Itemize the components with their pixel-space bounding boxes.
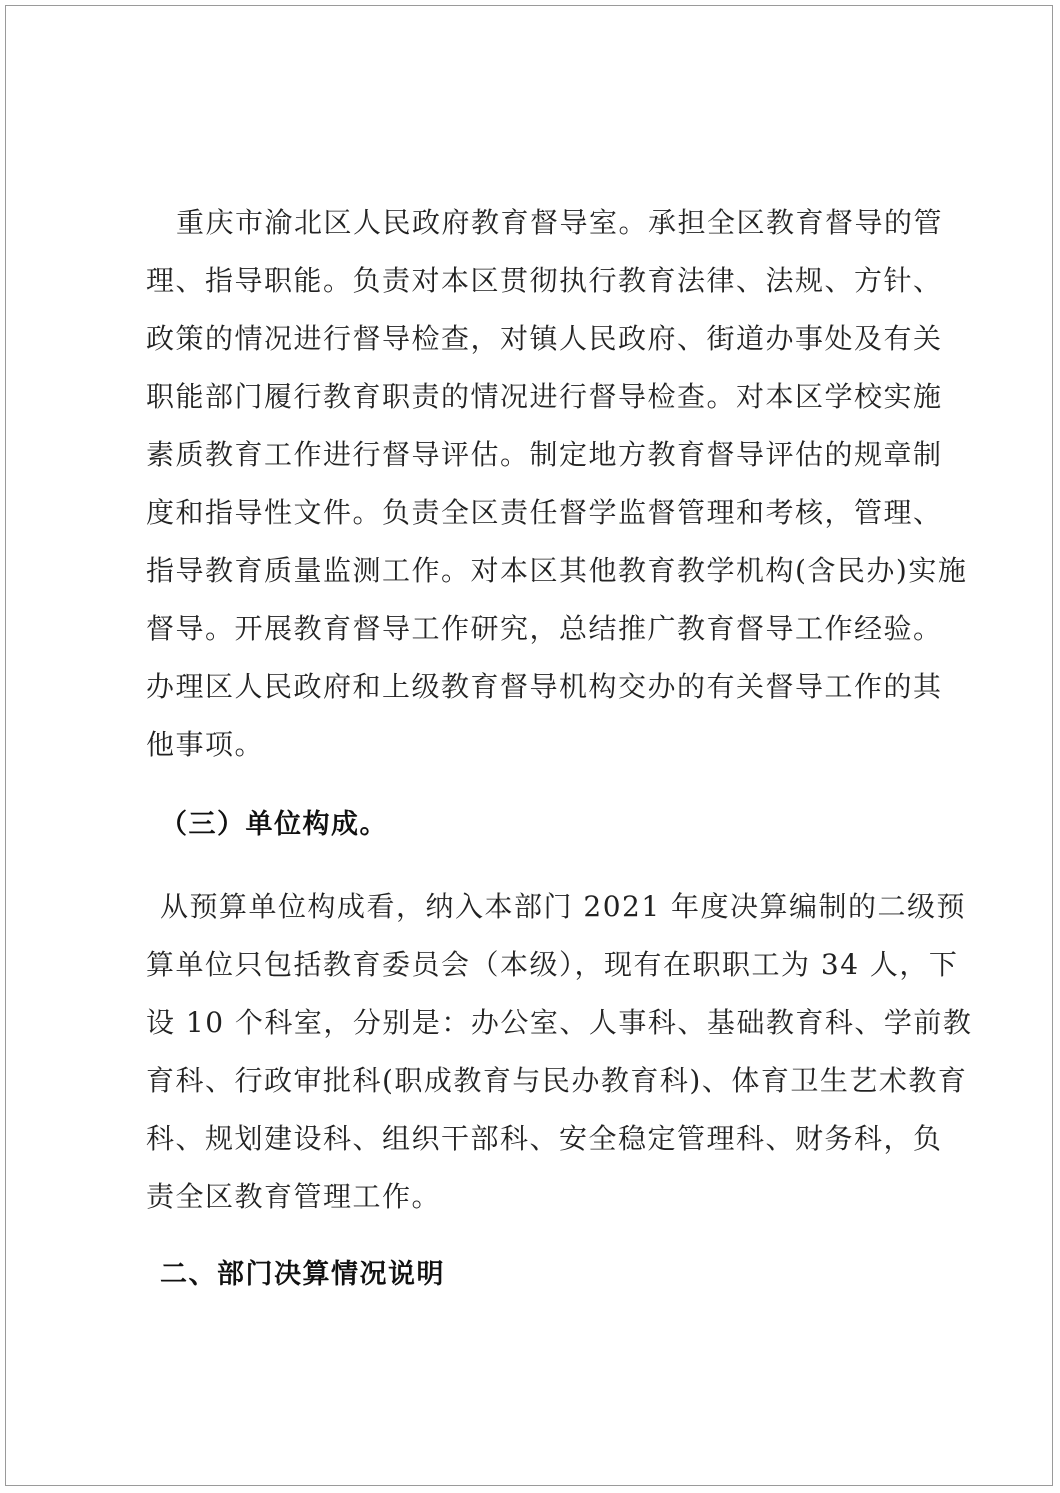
text-line: 政策的情况进行督导检查，对镇人民政府、街道办事处及有关 — [146, 322, 943, 355]
text-line: 督导。开展教育督导工作研究，总结推广教育督导工作经验。 — [146, 612, 943, 645]
text-line: 责全区教育管理工作。 — [146, 1180, 442, 1213]
text-line: 他事项。 — [146, 728, 265, 761]
text-line: 度和指导性文件。负责全区责任督学监督管理和考核，管理、 — [146, 496, 943, 529]
text-line: 设 10 个科室，分别是：办公室、人事科、基础教育科、学前教 — [146, 1006, 973, 1039]
text-line: 重庆市渝北区人民政府教育督导室。承担全区教育督导的管 — [176, 206, 944, 239]
text-line: 指导教育质量监测工作。对本区其他教育教学机构(含民办)实施 — [146, 554, 968, 587]
text-line: 科、规划建设科、组织干部科、安全稳定管理科、财务科，负 — [146, 1122, 943, 1155]
text-line: 算单位只包括教育委员会（本级），现有在职职工为 34 人，下 — [146, 948, 959, 981]
text-line: 办理区人民政府和上级教育督导机构交办的有关督导工作的其 — [146, 670, 943, 703]
paragraph-supervision-office — [146, 194, 967, 774]
text-line: 从预算单位构成看，纳入本部门 2021 年度决算编制的二级预 — [160, 890, 967, 923]
document-page — [5, 5, 1053, 1486]
section-heading-unit-composition: （三）单位构成。 — [160, 809, 388, 840]
paragraph-unit-composition — [146, 878, 972, 1226]
section-heading-final-accounts: 二、部门决算情况说明 — [160, 1259, 445, 1290]
text-line: 理、指导职能。负责对本区贯彻执行教育法律、法规、方针、 — [146, 264, 943, 297]
text-line: 素质教育工作进行督导评估。制定地方教育督导评估的规章制 — [146, 438, 943, 471]
text-line: 育科、行政审批科(职成教育与民办教育科)、体育卫生艺术教育 — [146, 1064, 968, 1097]
text-line: 职能部门履行教育职责的情况进行督导检查。对本区学校实施 — [146, 380, 943, 413]
